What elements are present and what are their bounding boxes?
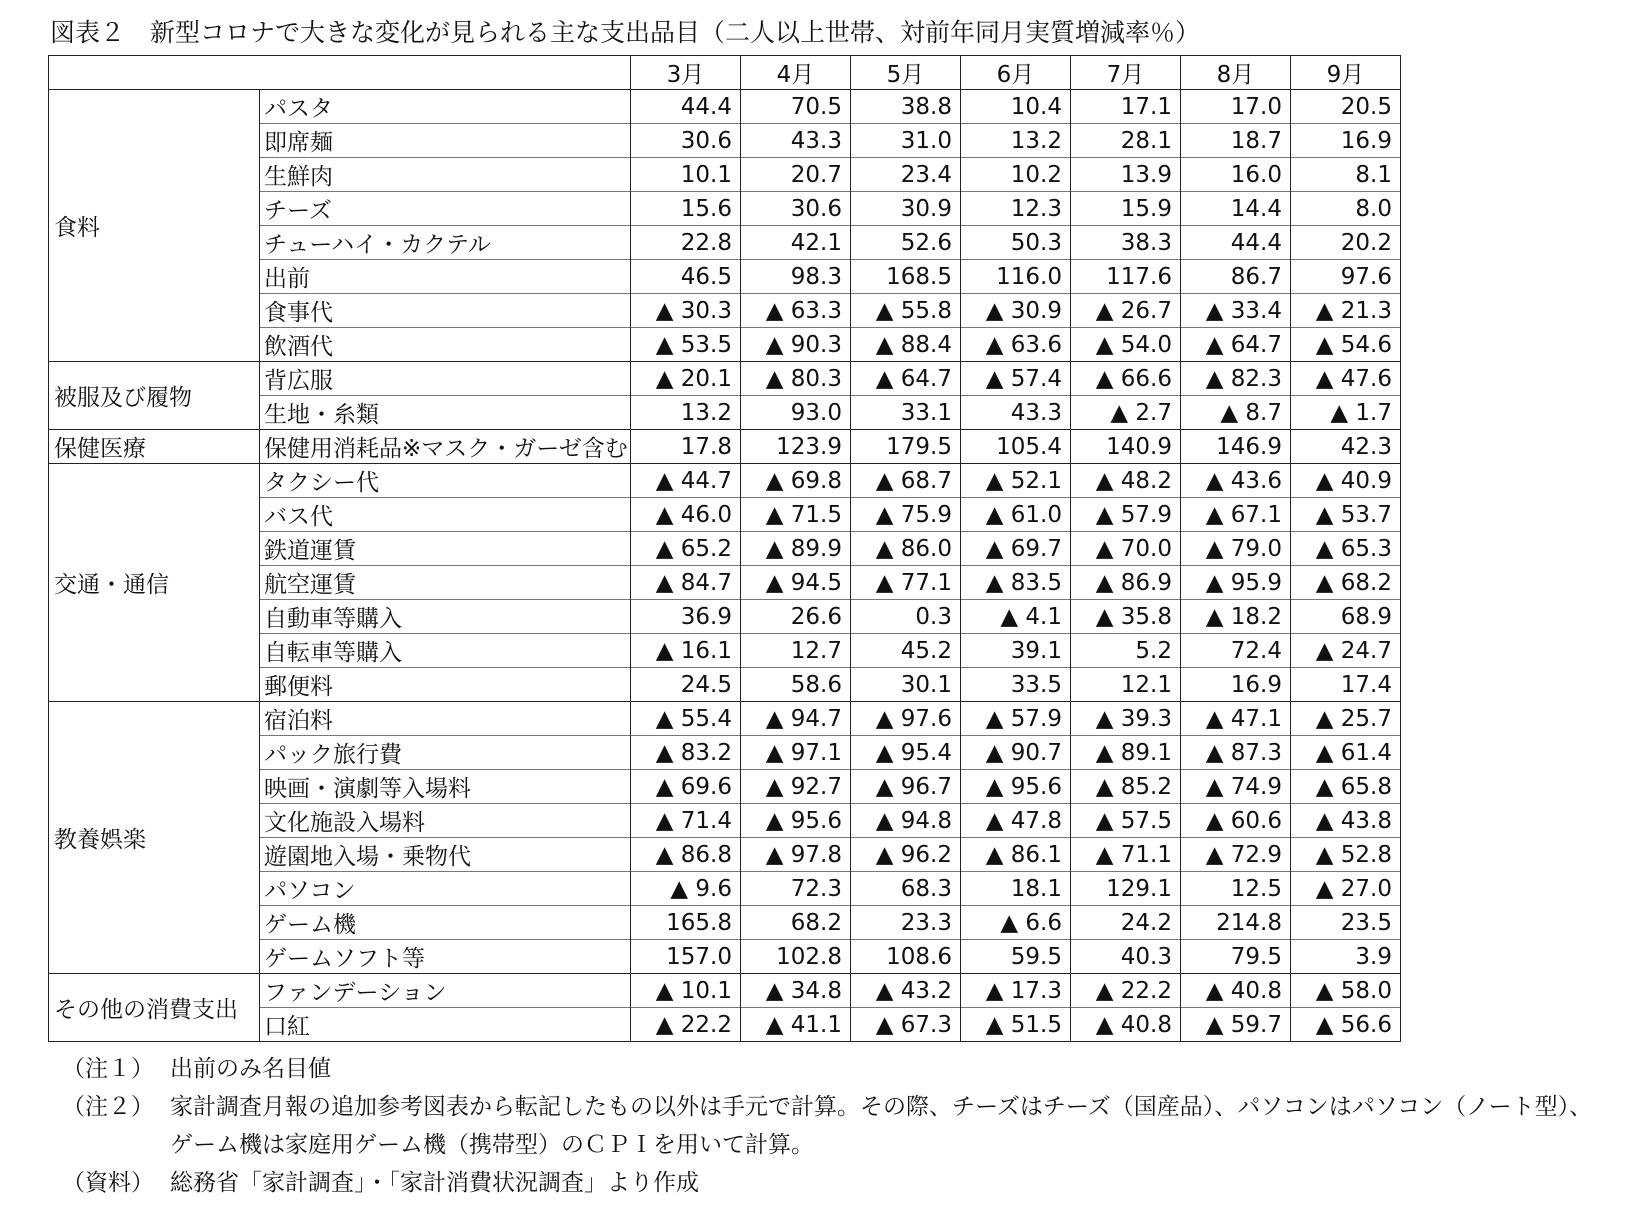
value-cell: 17.8 <box>631 430 741 464</box>
value-cell: 14.4 <box>1181 192 1291 226</box>
value-cell: ▲ 68.2 <box>1291 566 1401 600</box>
value-cell: ▲ 17.3 <box>961 974 1071 1008</box>
column-header: 6月 <box>961 56 1071 90</box>
value-cell: ▲ 56.6 <box>1291 1008 1401 1042</box>
value-cell: ▲ 97.6 <box>851 702 961 736</box>
value-cell: 70.5 <box>741 90 851 124</box>
value-cell: ▲ 35.8 <box>1071 600 1181 634</box>
item-name-cell: 生鮮肉 <box>260 158 631 192</box>
item-name-cell: 生地・糸類 <box>260 396 631 430</box>
table-row <box>49 362 1401 396</box>
value-cell: 30.6 <box>741 192 851 226</box>
value-cell: ▲ 86.8 <box>631 838 741 872</box>
value-cell: 79.5 <box>1181 940 1291 974</box>
value-cell: ▲ 57.9 <box>961 702 1071 736</box>
note-label: （資料） <box>62 1170 154 1196</box>
value-cell: ▲ 30.9 <box>961 294 1071 328</box>
value-cell: 23.3 <box>851 906 961 940</box>
value-cell: 5.2 <box>1071 634 1181 668</box>
value-cell: 10.1 <box>631 158 741 192</box>
value-cell: 16.9 <box>1291 124 1401 158</box>
value-cell: ▲ 43.2 <box>851 974 961 1008</box>
item-name-cell: 文化施設入場料 <box>260 804 631 838</box>
value-cell: 10.4 <box>961 90 1071 124</box>
value-cell: ▲ 25.7 <box>1291 702 1401 736</box>
note-text: 出前のみ名目値 <box>170 1056 331 1082</box>
note-item <box>62 1164 1610 1202</box>
value-cell: ▲ 94.5 <box>741 566 851 600</box>
value-cell: 23.4 <box>851 158 961 192</box>
item-name-cell: 鉄道運賃 <box>260 532 631 566</box>
value-cell: ▲ 88.4 <box>851 328 961 362</box>
value-cell: ▲ 47.8 <box>961 804 1071 838</box>
value-cell: ▲ 64.7 <box>1181 328 1291 362</box>
expenditure-table <box>48 55 1401 1042</box>
note-label: （注１） <box>62 1056 154 1082</box>
value-cell: ▲ 89.9 <box>741 532 851 566</box>
value-cell: ▲ 47.1 <box>1181 702 1291 736</box>
value-cell: ▲ 96.2 <box>851 838 961 872</box>
value-cell: 93.0 <box>741 396 851 430</box>
value-cell: ▲ 30.3 <box>631 294 741 328</box>
value-cell: 17.0 <box>1181 90 1291 124</box>
value-cell: ▲ 86.1 <box>961 838 1071 872</box>
category-cell: その他の消費支出 <box>49 974 260 1042</box>
value-cell: ▲ 21.3 <box>1291 294 1401 328</box>
value-cell: ▲ 58.0 <box>1291 974 1401 1008</box>
value-cell: ▲ 9.6 <box>631 872 741 906</box>
value-cell: 3.9 <box>1291 940 1401 974</box>
item-name-cell: 遊園地入場・乗物代 <box>260 838 631 872</box>
note-item <box>62 1088 1610 1164</box>
value-cell: ▲ 61.4 <box>1291 736 1401 770</box>
value-cell: ▲ 55.8 <box>851 294 961 328</box>
category-cell: 食料 <box>49 90 260 362</box>
value-cell: ▲ 16.1 <box>631 634 741 668</box>
value-cell: 59.5 <box>961 940 1071 974</box>
value-cell: 8.0 <box>1291 192 1401 226</box>
value-cell: ▲ 61.0 <box>961 498 1071 532</box>
table-row <box>49 464 1401 498</box>
value-cell: ▲ 95.4 <box>851 736 961 770</box>
value-cell: 12.5 <box>1181 872 1291 906</box>
value-cell: ▲ 1.7 <box>1291 396 1401 430</box>
value-cell: 22.8 <box>631 226 741 260</box>
value-cell: ▲ 69.6 <box>631 770 741 804</box>
value-cell: 129.1 <box>1071 872 1181 906</box>
value-cell: ▲ 95.6 <box>741 804 851 838</box>
note-label: （注２） <box>62 1094 154 1120</box>
item-name-cell: 飲酒代 <box>260 328 631 362</box>
value-cell: 20.5 <box>1291 90 1401 124</box>
value-cell: 157.0 <box>631 940 741 974</box>
value-cell: ▲ 65.3 <box>1291 532 1401 566</box>
column-header: 4月 <box>741 56 851 90</box>
value-cell: ▲ 40.8 <box>1071 1008 1181 1042</box>
value-cell: ▲ 63.3 <box>741 294 851 328</box>
column-header: 8月 <box>1181 56 1291 90</box>
value-cell: 15.6 <box>631 192 741 226</box>
value-cell: ▲ 83.5 <box>961 566 1071 600</box>
value-cell: ▲ 75.9 <box>851 498 961 532</box>
value-cell: ▲ 6.6 <box>961 906 1071 940</box>
value-cell: ▲ 71.1 <box>1071 838 1181 872</box>
item-name-cell: ゲームソフト等 <box>260 940 631 974</box>
value-cell: ▲ 87.3 <box>1181 736 1291 770</box>
value-cell: ▲ 4.1 <box>961 600 1071 634</box>
value-cell: 30.9 <box>851 192 961 226</box>
value-cell: ▲ 55.4 <box>631 702 741 736</box>
value-cell: 13.2 <box>961 124 1071 158</box>
value-cell: 86.7 <box>1181 260 1291 294</box>
value-cell: 46.5 <box>631 260 741 294</box>
value-cell: 20.7 <box>741 158 851 192</box>
value-cell: ▲ 20.1 <box>631 362 741 396</box>
note-text: 家計調査月報の追加参考図表から転記したもの以外は手元で計算。その際、チーズはチーズ（国産品）、パソコンはパソコン（ノート型）、ゲーム機は家庭用ゲーム機（携帯型）のＣＰＩを用いて計算。 <box>170 1094 1593 1158</box>
value-cell: 72.3 <box>741 872 851 906</box>
item-name-cell: 自転車等購入 <box>260 634 631 668</box>
value-cell: 68.3 <box>851 872 961 906</box>
value-cell: 117.6 <box>1071 260 1181 294</box>
item-name-cell: 保健用消耗品※マスク・ガーゼ含む <box>260 430 631 464</box>
value-cell: 13.9 <box>1071 158 1181 192</box>
value-cell: 12.1 <box>1071 668 1181 702</box>
value-cell: ▲ 66.6 <box>1071 362 1181 396</box>
value-cell: 31.0 <box>851 124 961 158</box>
value-cell: 30.6 <box>631 124 741 158</box>
table-row <box>49 90 1401 124</box>
value-cell: ▲ 59.7 <box>1181 1008 1291 1042</box>
column-header: 7月 <box>1071 56 1181 90</box>
note-text: 総務省「家計調査」・「家計消費状況調査」より作成 <box>170 1170 699 1196</box>
value-cell: ▲ 95.9 <box>1181 566 1291 600</box>
value-cell: 68.9 <box>1291 600 1401 634</box>
value-cell: 26.6 <box>741 600 851 634</box>
value-cell: ▲ 71.4 <box>631 804 741 838</box>
value-cell: 16.0 <box>1181 158 1291 192</box>
item-name-cell: バス代 <box>260 498 631 532</box>
value-cell: ▲ 33.4 <box>1181 294 1291 328</box>
value-cell: 179.5 <box>851 430 961 464</box>
value-cell: ▲ 67.1 <box>1181 498 1291 532</box>
value-cell: ▲ 40.9 <box>1291 464 1401 498</box>
value-cell: 102.8 <box>741 940 851 974</box>
header-blank-cell <box>49 56 631 90</box>
value-cell: ▲ 69.7 <box>961 532 1071 566</box>
value-cell: ▲ 18.2 <box>1181 600 1291 634</box>
value-cell: 20.2 <box>1291 226 1401 260</box>
column-header: 3月 <box>631 56 741 90</box>
value-cell: 33.5 <box>961 668 1071 702</box>
item-name-cell: 食事代 <box>260 294 631 328</box>
value-cell: ▲ 40.8 <box>1181 974 1291 1008</box>
value-cell: ▲ 39.3 <box>1071 702 1181 736</box>
figure-title: 図表２ 新型コロナで大きな変化が見られる主な支出品目（二人以上世帯、対前年同月実質増減率％） <box>50 18 1201 47</box>
value-cell: ▲ 54.0 <box>1071 328 1181 362</box>
value-cell: ▲ 47.6 <box>1291 362 1401 396</box>
value-cell: 18.1 <box>961 872 1071 906</box>
value-cell: ▲ 34.8 <box>741 974 851 1008</box>
value-cell: ▲ 53.7 <box>1291 498 1401 532</box>
item-name-cell: 出前 <box>260 260 631 294</box>
value-cell: ▲ 64.7 <box>851 362 961 396</box>
value-cell: ▲ 10.1 <box>631 974 741 1008</box>
value-cell: 108.6 <box>851 940 961 974</box>
value-cell: ▲ 92.7 <box>741 770 851 804</box>
value-cell: ▲ 43.6 <box>1181 464 1291 498</box>
value-cell: 40.3 <box>1071 940 1181 974</box>
value-cell: 30.1 <box>851 668 961 702</box>
value-cell: 45.2 <box>851 634 961 668</box>
value-cell: ▲ 53.5 <box>631 328 741 362</box>
value-cell: ▲ 90.7 <box>961 736 1071 770</box>
value-cell: ▲ 82.3 <box>1181 362 1291 396</box>
notes-section <box>62 1050 1610 1202</box>
value-cell: ▲ 54.6 <box>1291 328 1401 362</box>
item-name-cell: パスタ <box>260 90 631 124</box>
value-cell: ▲ 46.0 <box>631 498 741 532</box>
item-name-cell: ファンデーション <box>260 974 631 1008</box>
value-cell: 18.7 <box>1181 124 1291 158</box>
value-cell: 42.1 <box>741 226 851 260</box>
value-cell: 105.4 <box>961 430 1071 464</box>
item-name-cell: 自動車等購入 <box>260 600 631 634</box>
column-header: 9月 <box>1291 56 1401 90</box>
value-cell: 17.1 <box>1071 90 1181 124</box>
item-name-cell: 映画・演劇等入場料 <box>260 770 631 804</box>
value-cell: 58.6 <box>741 668 851 702</box>
value-cell: ▲ 65.8 <box>1291 770 1401 804</box>
value-cell: ▲ 22.2 <box>631 1008 741 1042</box>
value-cell: ▲ 69.8 <box>741 464 851 498</box>
value-cell: 116.0 <box>961 260 1071 294</box>
value-cell: 0.3 <box>851 600 961 634</box>
value-cell: ▲ 86.0 <box>851 532 961 566</box>
value-cell: 98.3 <box>741 260 851 294</box>
value-cell: 168.5 <box>851 260 961 294</box>
value-cell: 23.5 <box>1291 906 1401 940</box>
value-cell: ▲ 44.7 <box>631 464 741 498</box>
value-cell: 13.2 <box>631 396 741 430</box>
value-cell: ▲ 94.7 <box>741 702 851 736</box>
value-cell: ▲ 97.1 <box>741 736 851 770</box>
value-cell: ▲ 57.4 <box>961 362 1071 396</box>
value-cell: 165.8 <box>631 906 741 940</box>
category-cell: 交通・通信 <box>49 464 260 702</box>
value-cell: 39.1 <box>961 634 1071 668</box>
value-cell: ▲ 96.7 <box>851 770 961 804</box>
value-cell: 8.1 <box>1291 158 1401 192</box>
value-cell: ▲ 52.1 <box>961 464 1071 498</box>
value-cell: 15.9 <box>1071 192 1181 226</box>
value-cell: ▲ 74.9 <box>1181 770 1291 804</box>
value-cell: ▲ 86.9 <box>1071 566 1181 600</box>
value-cell: 42.3 <box>1291 430 1401 464</box>
table-row <box>49 430 1401 464</box>
value-cell: ▲ 51.5 <box>961 1008 1071 1042</box>
item-name-cell: 口紅 <box>260 1008 631 1042</box>
value-cell: ▲ 70.0 <box>1071 532 1181 566</box>
value-cell: ▲ 63.6 <box>961 328 1071 362</box>
header-row <box>49 56 1401 90</box>
value-cell: 24.2 <box>1071 906 1181 940</box>
value-cell: 72.4 <box>1181 634 1291 668</box>
item-name-cell: パソコン <box>260 872 631 906</box>
value-cell: ▲ 22.2 <box>1071 974 1181 1008</box>
value-cell: 43.3 <box>741 124 851 158</box>
value-cell: ▲ 65.2 <box>631 532 741 566</box>
item-name-cell: 即席麺 <box>260 124 631 158</box>
value-cell: ▲ 97.8 <box>741 838 851 872</box>
value-cell: ▲ 27.0 <box>1291 872 1401 906</box>
value-cell: ▲ 68.7 <box>851 464 961 498</box>
column-header: 5月 <box>851 56 961 90</box>
value-cell: 140.9 <box>1071 430 1181 464</box>
item-name-cell: 航空運賃 <box>260 566 631 600</box>
value-cell: ▲ 95.6 <box>961 770 1071 804</box>
value-cell: 38.3 <box>1071 226 1181 260</box>
value-cell: 33.1 <box>851 396 961 430</box>
category-cell: 被服及び履物 <box>49 362 260 430</box>
value-cell: ▲ 24.7 <box>1291 634 1401 668</box>
value-cell: ▲ 57.5 <box>1071 804 1181 838</box>
value-cell: ▲ 52.8 <box>1291 838 1401 872</box>
value-cell: ▲ 48.2 <box>1071 464 1181 498</box>
item-name-cell: チューハイ・カクテル <box>260 226 631 260</box>
value-cell: 10.2 <box>961 158 1071 192</box>
item-name-cell: 背広服 <box>260 362 631 396</box>
table-row <box>49 702 1401 736</box>
value-cell: ▲ 83.2 <box>631 736 741 770</box>
value-cell: ▲ 79.0 <box>1181 532 1291 566</box>
value-cell: ▲ 71.5 <box>741 498 851 532</box>
value-cell: ▲ 90.3 <box>741 328 851 362</box>
value-cell: 12.3 <box>961 192 1071 226</box>
table-row <box>49 974 1401 1008</box>
value-cell: 123.9 <box>741 430 851 464</box>
item-name-cell: タクシー代 <box>260 464 631 498</box>
value-cell: 17.4 <box>1291 668 1401 702</box>
value-cell: ▲ 89.1 <box>1071 736 1181 770</box>
item-name-cell: パック旅行費 <box>260 736 631 770</box>
value-cell: 28.1 <box>1071 124 1181 158</box>
value-cell: ▲ 41.1 <box>741 1008 851 1042</box>
value-cell: 12.7 <box>741 634 851 668</box>
value-cell: ▲ 8.7 <box>1181 396 1291 430</box>
value-cell: ▲ 84.7 <box>631 566 741 600</box>
value-cell: ▲ 26.7 <box>1071 294 1181 328</box>
value-cell: 52.6 <box>851 226 961 260</box>
value-cell: 36.9 <box>631 600 741 634</box>
value-cell: ▲ 43.8 <box>1291 804 1401 838</box>
item-name-cell: ゲーム機 <box>260 906 631 940</box>
value-cell: ▲ 72.9 <box>1181 838 1291 872</box>
value-cell: 16.9 <box>1181 668 1291 702</box>
category-cell: 保健医療 <box>49 430 260 464</box>
value-cell: ▲ 80.3 <box>741 362 851 396</box>
value-cell: 50.3 <box>961 226 1071 260</box>
value-cell: ▲ 94.8 <box>851 804 961 838</box>
value-cell: ▲ 67.3 <box>851 1008 961 1042</box>
note-item <box>62 1050 1610 1088</box>
value-cell: ▲ 2.7 <box>1071 396 1181 430</box>
value-cell: ▲ 85.2 <box>1071 770 1181 804</box>
value-cell: ▲ 77.1 <box>851 566 961 600</box>
value-cell: ▲ 60.6 <box>1181 804 1291 838</box>
value-cell: 44.4 <box>1181 226 1291 260</box>
item-name-cell: チーズ <box>260 192 631 226</box>
value-cell: ▲ 57.9 <box>1071 498 1181 532</box>
value-cell: 214.8 <box>1181 906 1291 940</box>
value-cell: 24.5 <box>631 668 741 702</box>
category-cell: 教養娯楽 <box>49 702 260 974</box>
value-cell: 44.4 <box>631 90 741 124</box>
value-cell: 38.8 <box>851 90 961 124</box>
value-cell: 97.6 <box>1291 260 1401 294</box>
item-name-cell: 宿泊料 <box>260 702 631 736</box>
value-cell: 146.9 <box>1181 430 1291 464</box>
value-cell: 43.3 <box>961 396 1071 430</box>
item-name-cell: 郵便料 <box>260 668 631 702</box>
value-cell: 68.2 <box>741 906 851 940</box>
